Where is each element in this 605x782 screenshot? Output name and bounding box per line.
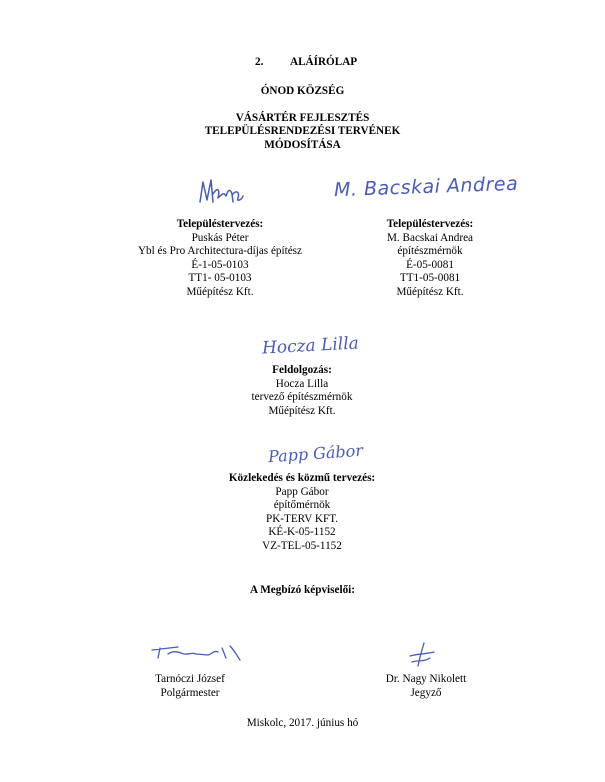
planner-left-name: Puskás Péter <box>191 231 249 244</box>
planner-left-title: Ybl és Pro Architectura-díjas építész <box>137 245 303 258</box>
planner-right-reg1: É-05-0081 <box>406 258 454 271</box>
processing-company: Műépítész Kft. <box>268 404 336 417</box>
municipality-title: ÓNOD KÖZSÉG <box>260 85 345 97</box>
signature-bacskai: M. Bacskai Andrea <box>333 172 519 202</box>
planner-right-company: Műépítész Kft. <box>396 285 464 298</box>
signature-nagy <box>404 640 440 670</box>
mayor-block <box>110 673 270 700</box>
project-title-line3: MÓDOSÍTÁSA <box>264 139 341 151</box>
mayor-title: Polgármester <box>160 686 220 699</box>
processing-role: Feldolgozás: <box>272 364 332 376</box>
section-number: 2. <box>255 56 264 68</box>
planner-left-company: Műépítész Kft. <box>186 285 254 298</box>
planner-left-reg1: É-1-05-0103 <box>191 258 249 271</box>
transport-reg2: VZ-TEL-05-1152 <box>262 539 342 552</box>
signature-puskas <box>196 176 246 208</box>
planner-left-block <box>120 218 320 300</box>
mayor-name: Tarnóczi József <box>155 673 225 685</box>
transport-title: építőmérnök <box>273 499 331 512</box>
signature-papp: Papp Gábor <box>267 440 364 467</box>
processing-block <box>202 364 402 418</box>
planner-right-role: Településtervezés: <box>386 218 474 230</box>
notary-block <box>346 673 506 700</box>
planner-right-block <box>330 218 530 300</box>
planner-right-reg2: TT1-05-0081 <box>399 272 461 285</box>
planner-left-reg2: TT1- 05-0103 <box>188 272 252 285</box>
project-title-line1: VÁSÁRTÉR FEJLESZTÉS <box>235 112 370 124</box>
section-title: ALÁÍRÓLAP <box>290 56 358 68</box>
project-title-line2: TELEPÜLÉSRENDEZÉSI TERVÉNEK <box>204 125 401 137</box>
notary-name: Dr. Nagy Nikolett <box>385 673 467 685</box>
planner-right-name: M. Bacskai Andrea <box>386 231 474 244</box>
signature-tarnoczi <box>148 640 244 664</box>
place-date: Miskolc, 2017. június hó <box>246 717 359 729</box>
planner-right-title: építészmérnök <box>397 245 463 258</box>
transport-name: Papp Gábor <box>275 485 329 498</box>
transport-block <box>182 472 422 554</box>
client-heading: A Megbízó képviselői: <box>249 584 356 596</box>
transport-role: Közlekedés és közmű tervezés: <box>228 472 376 484</box>
transport-company: PK-TERV KFT. <box>265 512 339 525</box>
notary-title: Jegyző <box>410 686 442 699</box>
signature-hocza: Hocza Lilla <box>261 333 360 359</box>
processing-name: Hocza Lilla <box>275 377 329 390</box>
processing-title: tervező építészmérnök <box>251 391 353 404</box>
planner-left-role: Településtervezés: <box>176 218 264 230</box>
transport-reg1: KÉ-K-05-1152 <box>268 526 336 539</box>
